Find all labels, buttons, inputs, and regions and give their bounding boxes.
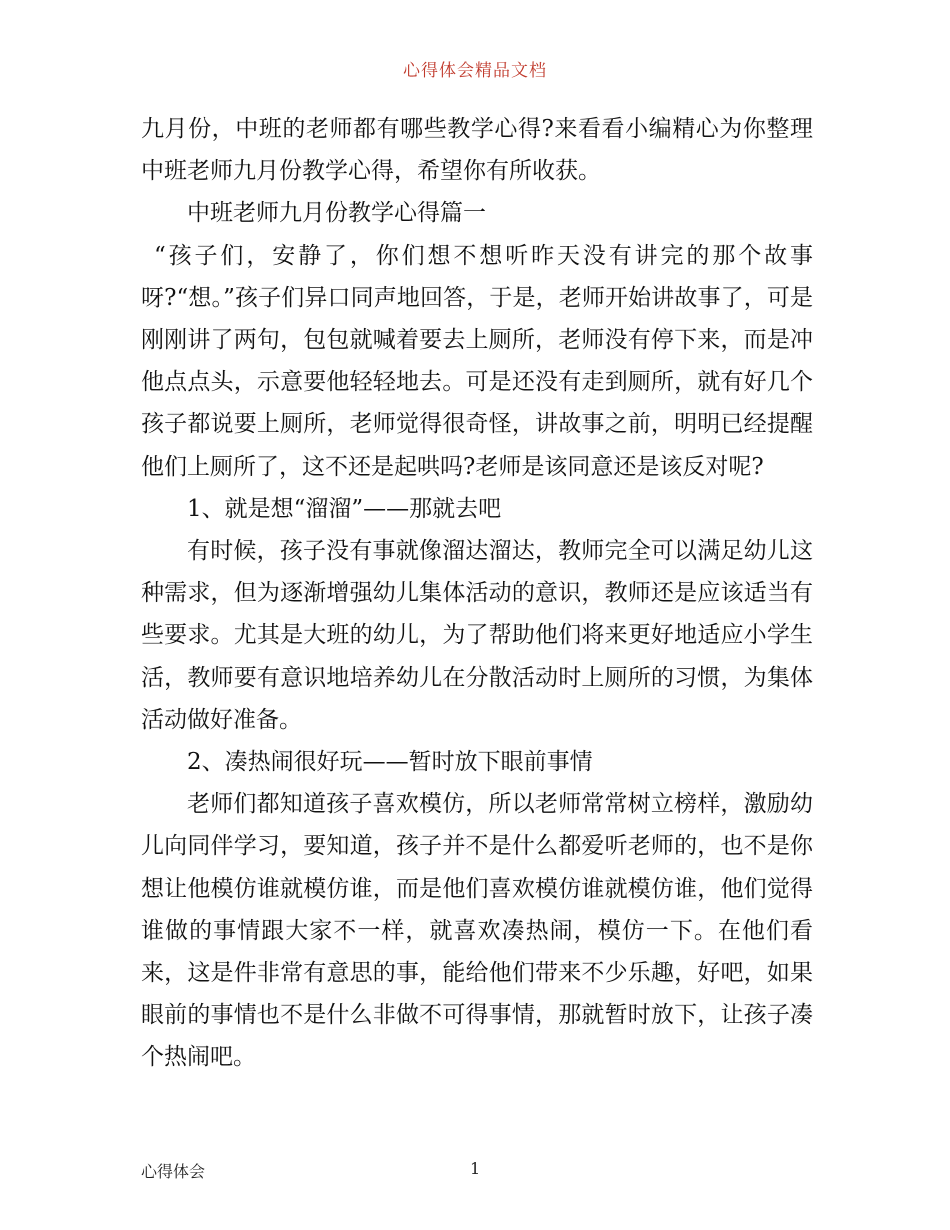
point-1-paragraph: 有时候，孩子没有事就像溜达溜达，教师完全可以满足幼儿这种需求，但为逐渐增强幼儿集体活动的意识，教师还是应该适当有些要求。尤其是大班的幼儿，为了帮助他们将来更好地适应小学生活，教师要有意识地培养幼儿在分散活动时上厕所的习惯，为集体活动做好准备。 bbox=[141, 538, 813, 733]
point-1-heading: 1、就是想“溜溜”——那就去吧 bbox=[187, 495, 502, 522]
point-2-heading: 2、凑热闹很好玩——暂时放下眼前事情 bbox=[187, 749, 593, 776]
section-heading: 中班老师九月份教学心得篇一 bbox=[187, 200, 486, 227]
page-header-title: 心得体会精品文档 bbox=[403, 61, 547, 81]
point-2-paragraph: 老师们都知道孩子喜欢模仿，所以老师常常树立榜样，激励幼儿向同伴学习，要知道，孩子并不是什么都爱听老师的，也不是你想让他模仿谁就模仿谁，而是他们喜欢模仿谁就模仿谁，他们觉得谁做的事情跟大家不一样，就喜欢凑热闹，模仿一下。在他们看来，这是件非常有意思的事，能给他们带来不少乐趣，好吧，如果眼前的事情也不是什么非做不可得事情，那就暂时放下，让孩子凑个热闹吧。 bbox=[141, 791, 813, 1071]
intro-paragraph: 九月份，中班的老师都有哪些教学心得?来看看小编精心为你整理中班老师九月份教学心得，希望你有所收获。 bbox=[141, 116, 813, 185]
story-paragraph: “孩子们，安静了，你们想不想听昨天没有讲完的那个故事呀?“想。”孩子们异口同声地回答，于是，老师开始讲故事了，可是刚刚讲了两句，包包就喊着要去上厕所，老师没有停下来，而是冲他点点头，示意要他轻轻地去。可是还没有走到厕所，就有好几个孩子都说要上厕所，老师觉得很奇怪，讲故事之前，明明已经提醒他们上厕所了，这不还是起哄吗?老师是该同意还是该反对呢? bbox=[141, 242, 813, 480]
document-body bbox=[141, 108, 813, 1079]
footer-label: 心得体会 bbox=[141, 1162, 206, 1181]
page-number: 1 bbox=[470, 1159, 481, 1178]
